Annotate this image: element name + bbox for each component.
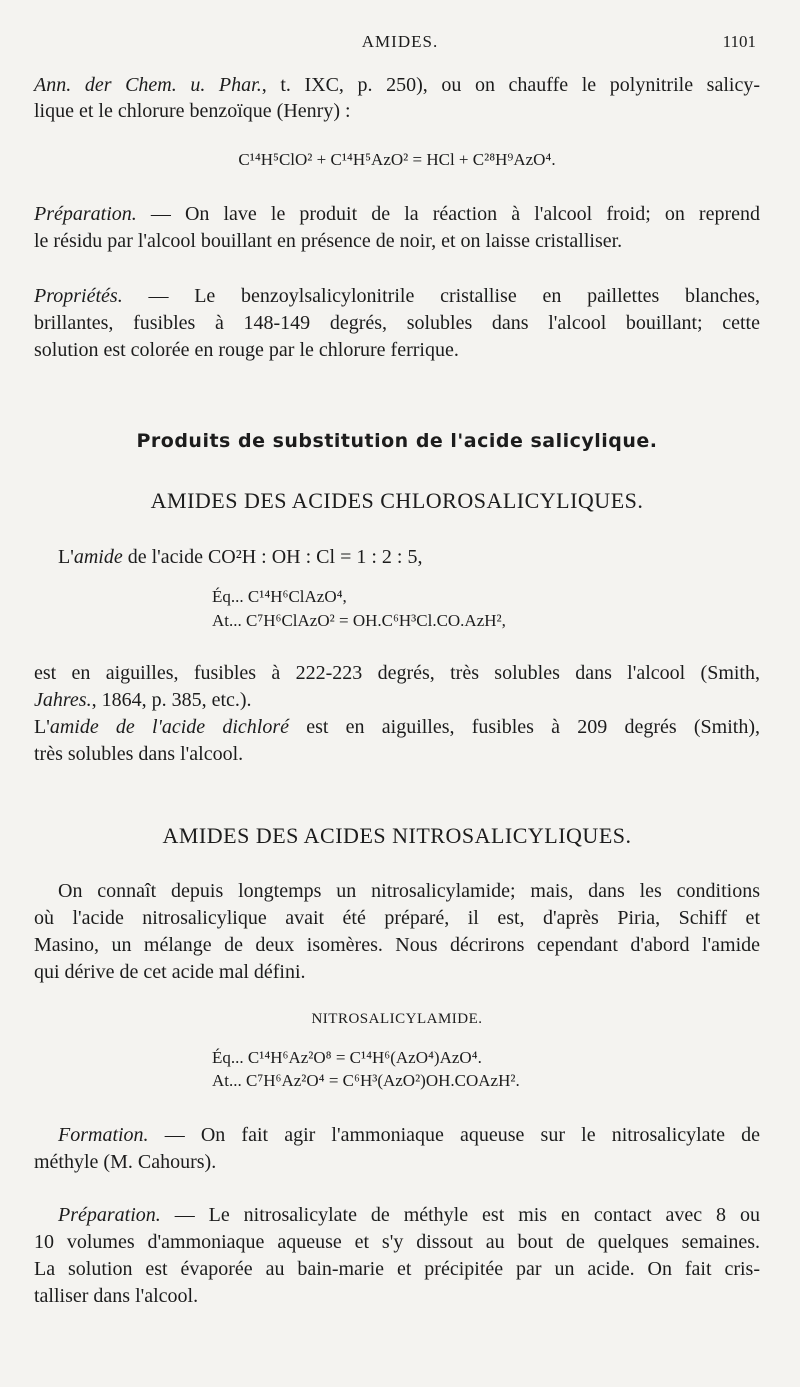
text-line: Formation. — On fait agir l'ammoniaque aqueuse sur le nitrosalicylate de [58,1124,760,1146]
text-line: L'amide de l'acide dichloré est en aiguilles, fusibles à 209 degrés (Smith), [34,716,760,738]
running-title: AMIDES. [361,32,439,51]
running-header [0,32,800,56]
text-line: solution est colorée en rouge par le chlorure ferrique. [34,339,459,361]
text-line: le résidu par l'alcool bouillant en présence de noir, et on laisse cristalliser. [34,230,623,252]
text-line: L'amide de l'acide CO²H : OH : Cl = 1 : 2 : 5, [58,546,423,568]
text-line: 10 volumes d'ammoniaque aqueuse et s'y dissout au bout de quelques semaines. [34,1231,760,1253]
text-line: Propriétés. — Le benzoylsalicylonitrile cristallise en paillettes blanches, [34,285,760,307]
page-number: 1101 [722,32,756,51]
formula-line: At... C⁷H⁶Az²O⁴ = C⁶H³(AzO²)OH.COAzH². [212,1071,520,1090]
text-line: talliser dans l'alcool. [34,1285,199,1307]
text-line: où l'acide nitrosalicylique avait été préparé, il est, d'après Piria, Schiff et [34,907,760,929]
text-line: lique et le chlorure benzoïque (Henry) : [34,100,351,122]
text-line: méthyle (M. Cahours). [34,1151,217,1173]
text-line: Masino, un mélange de deux isomères. Nous décrirons cependant d'abord l'amide [34,934,760,956]
text-line: brillantes, fusibles à 148-149 degrés, solubles dans l'alcool bouillant; cette [34,312,760,334]
text-line: La solution est évaporée au bain-marie et précipitée par un acide. On fait cris- [34,1258,760,1280]
text-line: On connaît depuis longtemps un nitrosalicylamide; mais, dans les conditions [58,880,760,902]
text-line: est en aiguilles, fusibles à 222-223 degrés, très solubles dans l'alcool (Smith, [34,662,760,684]
text-line: Ann. der Chem. u. Phar., t. IXC, p. 250), ou on chauffe le polynitrile salicy- [34,74,760,96]
text-line: Préparation. — On lave le produit de la réaction à l'alcool froid; on reprend [34,203,760,225]
formula-line: Éq... C¹⁴H⁶Az²O⁸ = C¹⁴H⁶(AzO⁴)AzO⁴. [212,1048,482,1067]
text-line: Préparation. — Le nitrosalicylate de méthyle est mis en contact avec 8 ou [58,1204,760,1226]
section-title: AMIDES DES ACIDES CHLOROSALICYLIQUES. [150,488,644,513]
formula-line: At... C⁷H⁶ClAzO² = OH.C⁶H³Cl.CO.AzH², [212,611,506,630]
formula-line: Éq... C¹⁴H⁶ClAzO⁴, [212,587,347,606]
section-title: AMIDES DES ACIDES NITROSALICYLIQUES. [162,823,632,848]
formula-line: C¹⁴H⁵ClO² + C¹⁴H⁵AzO² = HCl + C²⁸H⁹AzO⁴. [238,150,556,169]
text-line: qui dérive de cet acide mal défini. [34,961,306,983]
subsection-title: NITROSALICYLAMIDE. [311,1011,483,1027]
text-line: très solubles dans l'alcool. [34,743,244,765]
section-heading: Produits de substitution de l'acide salicylique. [136,430,658,452]
text-line: Jahres., 1864, p. 385, etc.). [34,689,252,711]
